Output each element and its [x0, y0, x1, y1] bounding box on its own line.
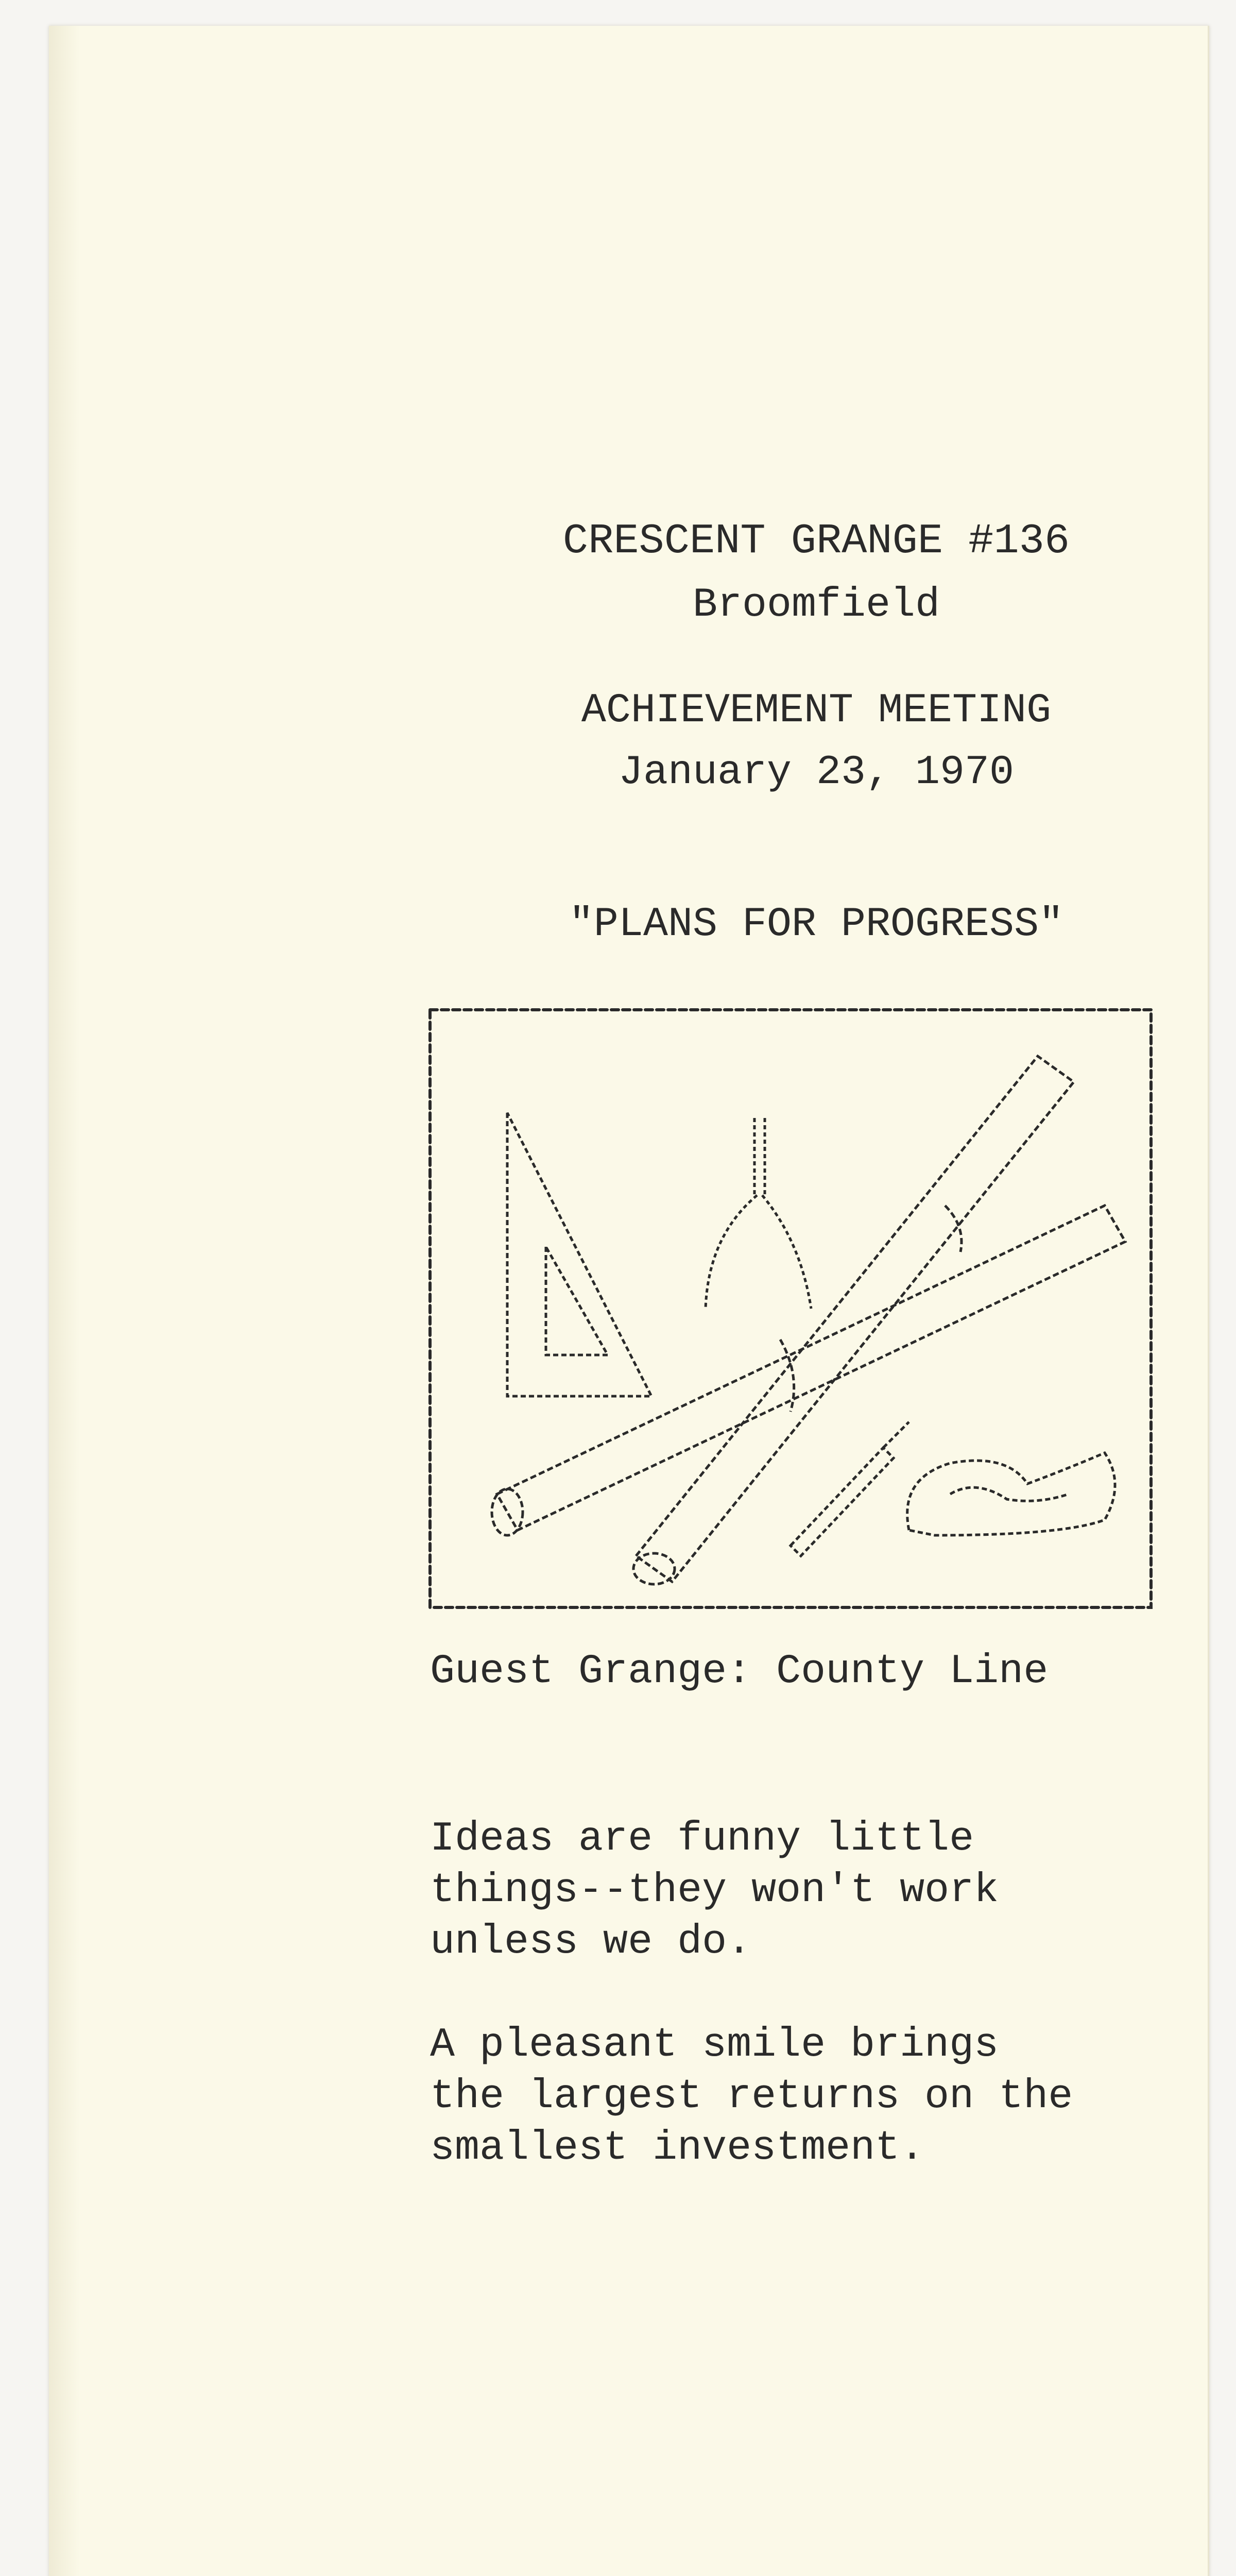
- meeting-date: January 23, 1970: [618, 749, 1015, 796]
- triangle-ruler-icon: [507, 1113, 651, 1396]
- org-name: CRESCENT GRANGE #136: [562, 517, 1070, 565]
- guest-grange: Guest Grange: County Line: [430, 1648, 1049, 1695]
- compass-icon: [706, 1118, 811, 1309]
- pencil-icon: [791, 1422, 909, 1556]
- meeting-type: ACHIEVEMENT MEETING: [581, 687, 1052, 734]
- org-location: Broomfield: [692, 582, 940, 629]
- drafting-tools-illustration: [420, 999, 1161, 1618]
- french-curve-icon: [907, 1453, 1115, 1535]
- illustration-frame: [430, 1010, 1151, 1607]
- theme-title: "PLANS FOR PROGRESS": [569, 901, 1064, 948]
- program-sheet: [49, 26, 1209, 2576]
- quote-ideas: Ideas are funny little things--they won't work unless we do.: [430, 1816, 999, 1965]
- quote-smile: A pleasant smile brings the largest returns on the smallest investment.: [430, 2022, 1073, 2172]
